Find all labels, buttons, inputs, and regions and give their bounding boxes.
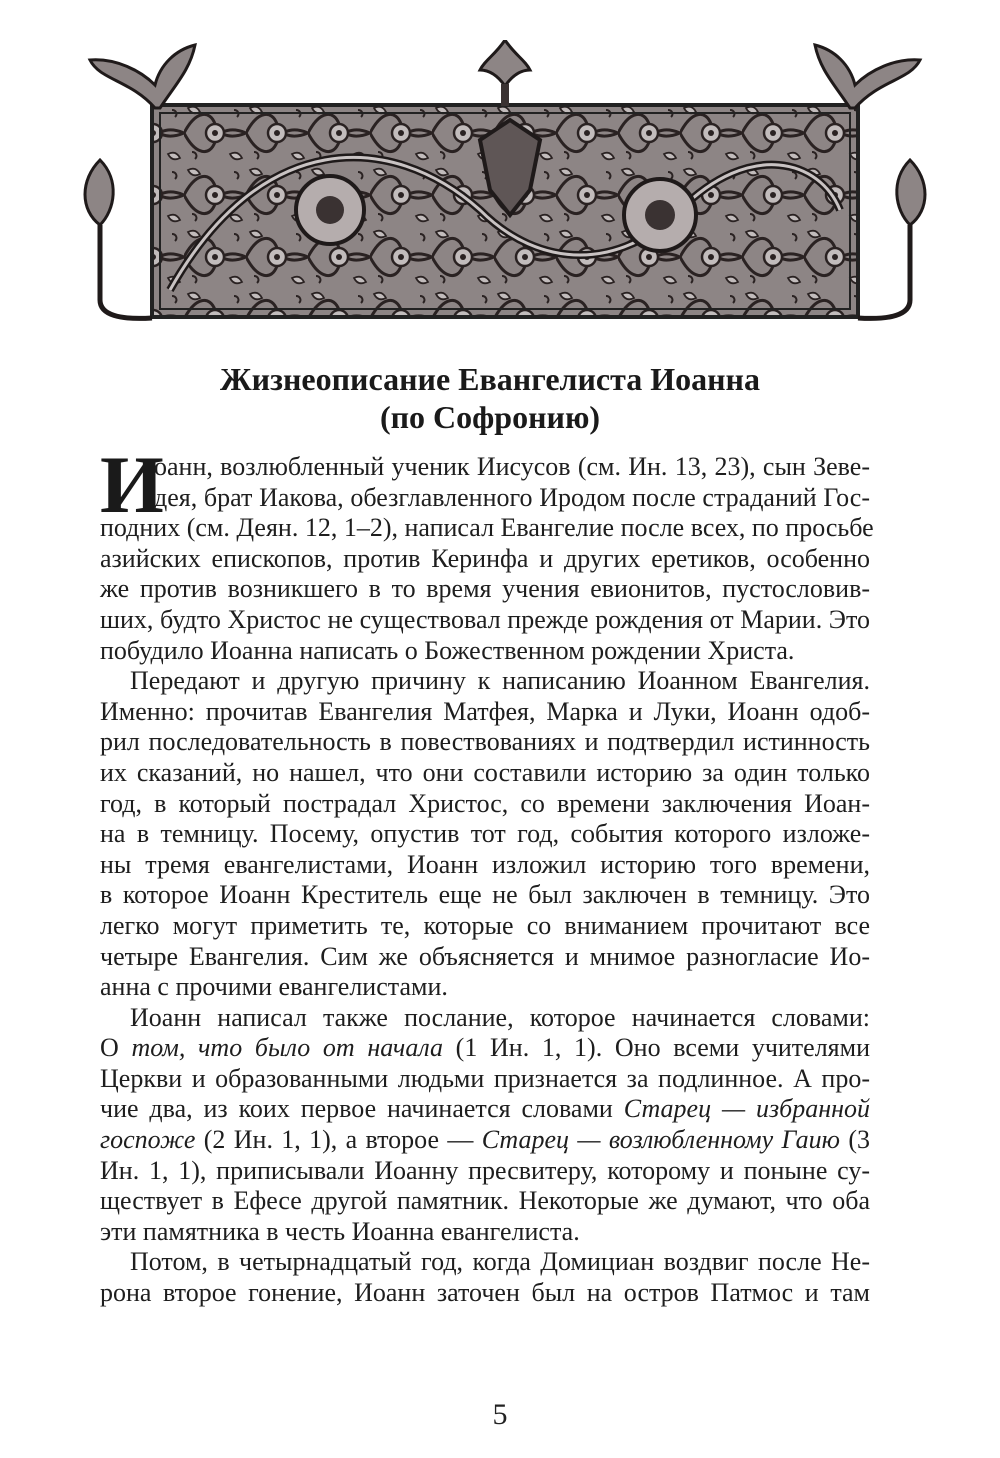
text-line: Потом, в четырнадцатый год, когда Домициан воздвиг после Не- xyxy=(130,1247,870,1277)
text-line: рона второе гонение, Иоанн заточен был на остров Патмос и там xyxy=(100,1278,870,1308)
page-number: 5 xyxy=(492,1398,508,1431)
text-line: эти памятника в честь Иоанна евангелиста. xyxy=(100,1216,580,1246)
text-line: легко могут приметить те, которые со вниманием прочитают все xyxy=(100,910,870,940)
chapter-title: Жизнеописание Евангелиста Иоанна xyxy=(220,361,760,397)
text-line: подних (см. Деян. 12, 1–2), написал Евангелие после всех, по просьбе xyxy=(100,513,874,543)
text-line: Иоанн написал также послание, которое начинается словами: xyxy=(130,1002,870,1032)
text-line: чие два, из коих первое начинается словами Старец — избранной xyxy=(100,1094,870,1124)
text-line: на в темницу. Посему, опустив тот год, события которого изложе- xyxy=(100,819,870,849)
text-line: дея, брат Иакова, обезглавленного Иродом после страданий Гос- xyxy=(154,482,870,512)
drop-cap: И xyxy=(100,439,164,530)
text-line: оанн, возлюбленный ученик Иисусов (см. Ин. 13, 23), сын Зеве- xyxy=(154,452,870,481)
text-line: четыре Евангелия. Сим же объясняется и мнимое разногласие Ио- xyxy=(100,941,870,971)
text-line: Передают и другую причину к написанию Иоанном Евангелия. xyxy=(130,666,870,696)
text-line: ших, будто Христос не существовал прежде рождения от Марии. Это xyxy=(100,604,870,634)
text-line: ны тремя евангелистами, Иоанн изложил историю того времени, xyxy=(100,849,870,879)
text-line: их сказаний, но нашел, что они составили историю за один только xyxy=(100,757,870,787)
text-line: в которое Иоанн Креститель еще не был заключен в темницу. Это xyxy=(100,880,870,910)
text-line: азийских епископов, против Керинфа и других еретиков, особенно xyxy=(100,543,870,573)
text-line: ществует в Ефесе другой памятник. Некоторые же думают, что оба xyxy=(100,1186,870,1216)
chapter-subtitle: (по Софронию) xyxy=(379,399,601,435)
body-text xyxy=(100,439,874,1309)
text-line: О том, что было от начала (1 Ин. 1, 1). Оно всеми учителями xyxy=(100,1033,871,1063)
text-line: же против возникшего в то время учения евионитов, пустословив- xyxy=(100,574,870,604)
text-line: анна с прочими евангелистами. xyxy=(100,972,448,1002)
text-line: Именно: прочитав Евангелия Матфея, Марка и Луки, Иоанн одоб- xyxy=(100,696,870,726)
ornamental-headpiece-icon xyxy=(60,40,950,340)
text-line: госпоже (2 Ин. 1, 1), а второе — Старец — возлюбленному Гаию (3 xyxy=(100,1125,870,1155)
text-line: год, в который пострадал Христос, со времени заключения Иоан- xyxy=(100,788,870,818)
text-line: Церкви и образованными людьми признается за подлинное. А про- xyxy=(100,1063,870,1093)
text-line: Ин. 1, 1), приписывали Иоанну пресвитеру, которому и поныне су- xyxy=(100,1155,870,1185)
text-line: рил последовательность в повествованиях и подтвердил истинность xyxy=(100,727,870,757)
text-line: побудило Иоанна написать о Божественном рождении Христа. xyxy=(100,635,795,665)
